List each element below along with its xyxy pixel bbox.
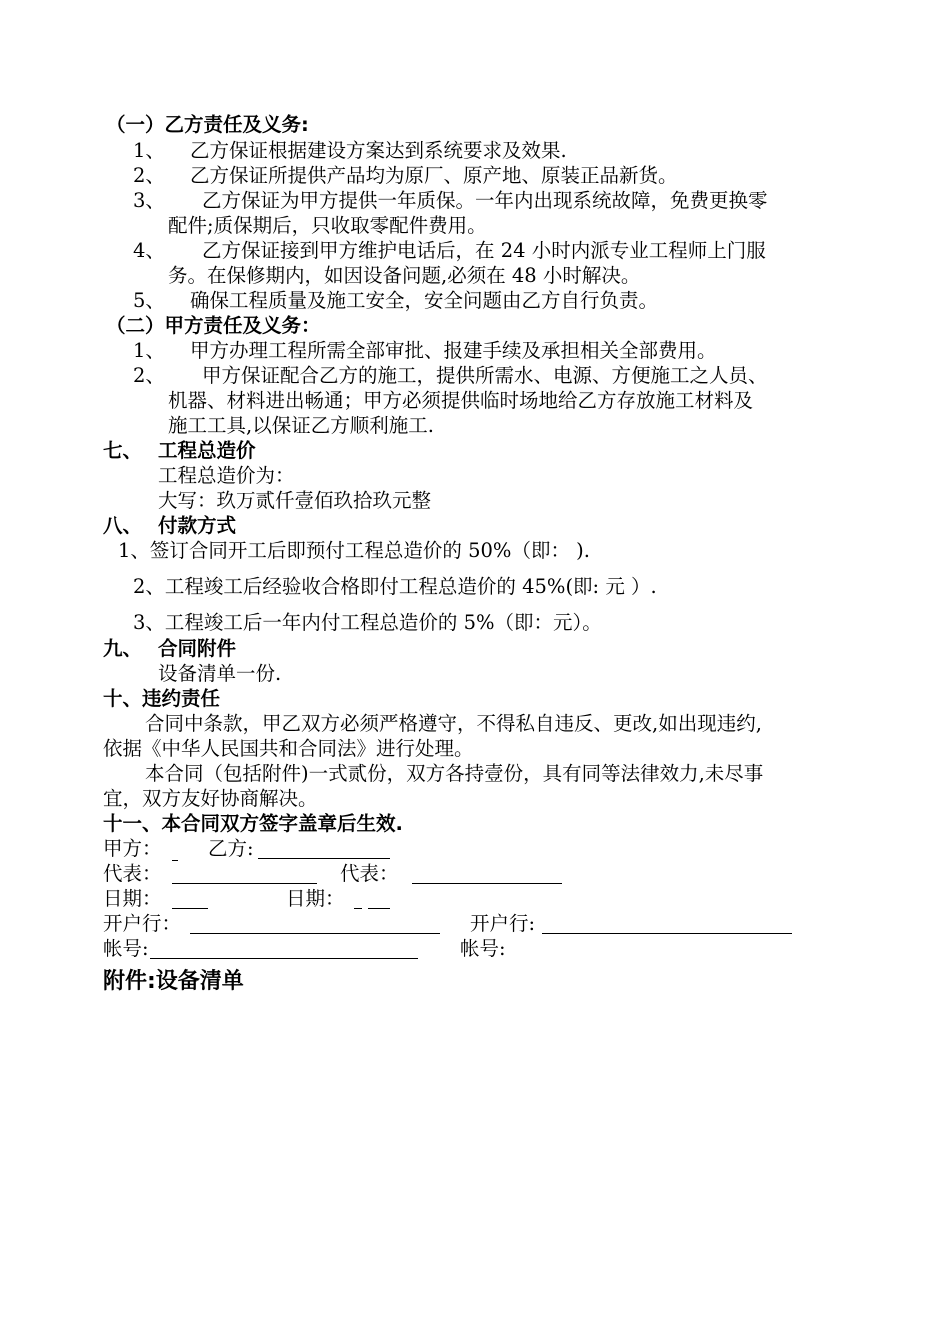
bank-a-label: 开户行： (103, 912, 182, 935)
appendix-title: 附件:设备清单 (103, 969, 244, 994)
item-text: 机器、材料进出畅通；甲方必须提供临时场地给乙方存放施工材料及 (168, 389, 754, 412)
section-heading-party-b: （一）乙方责任及义务: (106, 113, 309, 136)
item-number: 2、 (133, 364, 165, 387)
item-number: 1、 (133, 339, 165, 362)
body-text: 设备清单一份. (158, 662, 282, 685)
section-title: 十一、本合同双方签字盖章后生效. (103, 812, 403, 835)
rep-b-label: 代表： (340, 862, 399, 885)
section-number: 七、 (103, 439, 143, 462)
item-text: 乙方保证所提供产品均为原厂、原产地、原装正品新货。 (190, 164, 678, 187)
account-a-label: 帐号: (103, 937, 149, 960)
payment-term: 1、签订合同开工后即预付工程总造价的 50%（即： ). (118, 539, 590, 562)
account-a-blank[interactable] (150, 938, 418, 959)
item-text: 配件;质保期后，只收取零配件费用。 (168, 214, 487, 237)
section-number: 九、 (103, 637, 143, 660)
section-title: 工程总造价 (158, 439, 256, 462)
body-text: 大写：玖万贰仟壹佰玖拾玖元整 (158, 489, 432, 512)
party-a-blank[interactable] (172, 840, 178, 861)
party-b-label: 乙方: (208, 837, 254, 860)
payment-term: 3、工程竣工后一年内付工程总造价的 5%（即：元）。 (133, 611, 602, 634)
section-title: 付款方式 (158, 514, 237, 537)
bank-a-blank[interactable] (190, 913, 440, 934)
item-number: 5、 (133, 289, 165, 312)
body-text: 宜，双方友好协商解决。 (103, 787, 318, 810)
item-text: 乙方保证为甲方提供一年质保。一年内出现系统故障，免费更换零 (202, 189, 768, 212)
bank-b-label: 开户行: (470, 912, 536, 935)
party-a-label: 甲方： (103, 837, 162, 860)
item-number: 2、 (133, 164, 165, 187)
item-text: 甲方办理工程所需全部审批、报建手续及承担相关全部费用。 (190, 339, 717, 362)
item-text: 务。在保修期内，如因设备问题,必须在 48 小时解决。 (168, 264, 641, 287)
rep-b-blank[interactable] (412, 863, 562, 884)
payment-term: 2、工程竣工后经验收合格即付工程总造价的 45%(即: 元 ）. (133, 575, 657, 598)
item-text: 确保工程质量及施工安全，安全问题由乙方自行负责。 (190, 289, 659, 312)
item-text: 施工工具,以保证乙方顺利施工. (168, 414, 434, 437)
bank-b-blank[interactable] (542, 913, 792, 934)
body-text: 依据《中华人民国共和合同法》进行处理。 (103, 737, 474, 760)
body-text: 合同中条款，甲乙双方必须严格遵守，不得私自违反、更改,如出现违约, (145, 712, 762, 735)
date-b-label: 日期： (286, 887, 345, 910)
date-b-blank-1[interactable] (354, 888, 362, 909)
date-b-blank-2[interactable] (368, 888, 390, 909)
section-heading-party-a: （二）甲方责任及义务： (106, 314, 321, 337)
rep-a-label: 代表： (103, 862, 162, 885)
item-text: 乙方保证接到甲方维护电话后，在 24 小时内派专业工程师上门服 (202, 239, 766, 262)
date-a-blank[interactable] (172, 888, 208, 909)
section-title: 十、违约责任 (103, 687, 221, 710)
party-b-blank[interactable] (258, 838, 390, 859)
account-b-label: 帐号: (460, 937, 506, 960)
date-a-label: 日期： (103, 887, 162, 910)
item-text: 甲方保证配合乙方的施工，提供所需水、电源、方便施工之人员、 (202, 364, 768, 387)
item-number: 3、 (133, 189, 165, 212)
body-text: 本合同（包括附件)一式贰份，双方各持壹份，具有同等法律效力,未尽事 (145, 762, 764, 785)
item-number: 1、 (133, 139, 165, 162)
item-text: 乙方保证根据建设方案达到系统要求及效果. (190, 139, 567, 162)
section-number: 八、 (103, 514, 143, 537)
rep-a-blank[interactable] (172, 863, 317, 884)
item-number: 4、 (133, 239, 165, 262)
body-text: 工程总造价为： (158, 464, 295, 487)
section-title: 合同附件 (158, 637, 237, 660)
